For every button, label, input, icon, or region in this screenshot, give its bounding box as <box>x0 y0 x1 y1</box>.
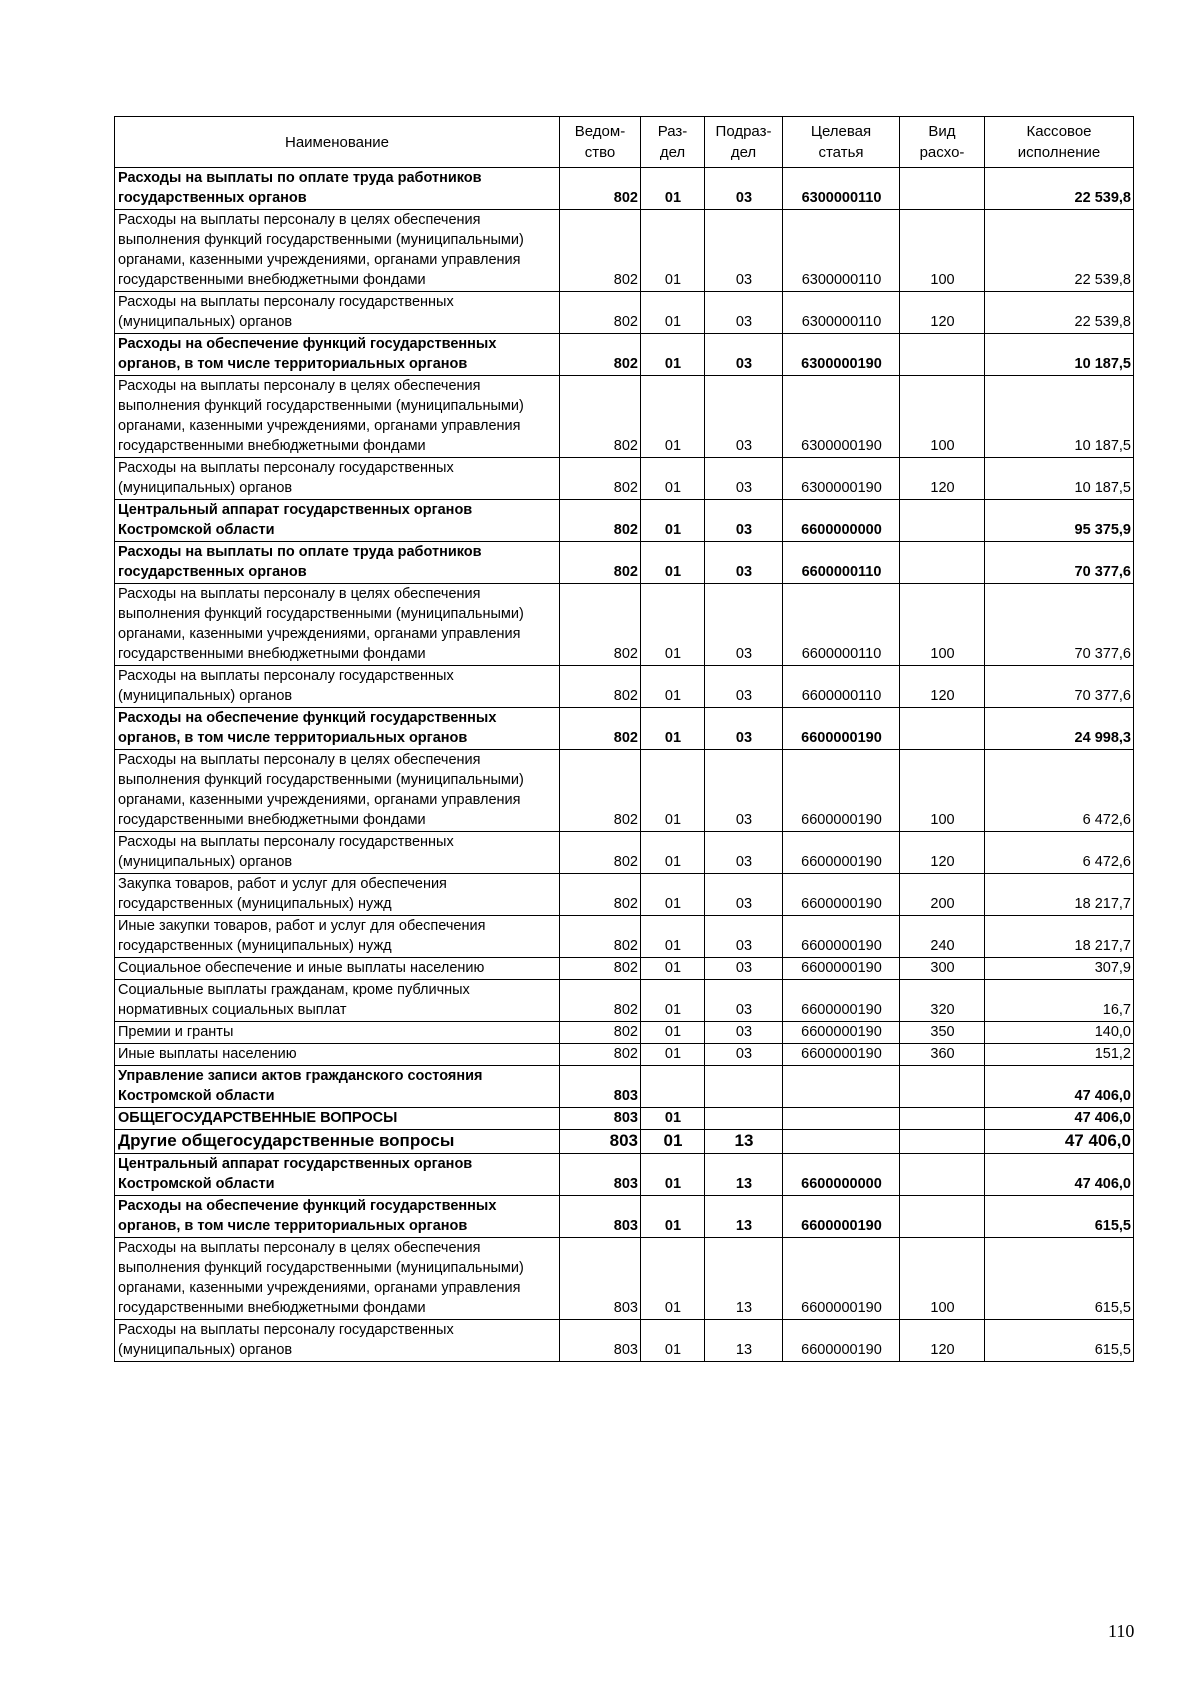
cell-subsection: 03 <box>705 584 783 666</box>
cell-name: Расходы на обеспечение функций государственных органов, в том числе территориальных органов <box>115 708 560 750</box>
table-row <box>115 958 1134 980</box>
cell-dept: 802 <box>560 500 641 542</box>
cell-name: Центральный аппарат государственных органов Костромской области <box>115 500 560 542</box>
header-dept: Ведом- ство <box>560 117 641 168</box>
header-subsection: Подраз- дел <box>705 117 783 168</box>
cell-subsection: 03 <box>705 168 783 210</box>
cell-target: 6600000110 <box>783 666 900 708</box>
cell-subsection: 03 <box>705 750 783 832</box>
cell-kind <box>900 708 985 750</box>
cell-name: Расходы на обеспечение функций государственных органов, в том числе территориальных органов <box>115 1196 560 1238</box>
cell-name: ОБЩЕГОСУДАРСТВЕННЫЕ ВОПРОСЫ <box>115 1108 560 1130</box>
cell-subsection: 03 <box>705 958 783 980</box>
cell-subsection: 03 <box>705 1044 783 1066</box>
table-row <box>115 1066 1134 1108</box>
cell-kind <box>900 1066 985 1108</box>
cell-kind <box>900 1108 985 1130</box>
cell-section: 01 <box>641 458 705 500</box>
cell-target: 6600000190 <box>783 1320 900 1362</box>
cell-kind: 300 <box>900 958 985 980</box>
cell-section <box>641 1066 705 1108</box>
table-row <box>115 1108 1134 1130</box>
table-row <box>115 1196 1134 1238</box>
cell-section: 01 <box>641 1130 705 1154</box>
cell-name: Премии и гранты <box>115 1022 560 1044</box>
cell-amount: 6 472,6 <box>985 832 1134 874</box>
cell-section: 01 <box>641 168 705 210</box>
cell-target: 6600000190 <box>783 980 900 1022</box>
cell-subsection: 13 <box>705 1238 783 1320</box>
table-row <box>115 500 1134 542</box>
cell-target: 6600000000 <box>783 1154 900 1196</box>
cell-amount: 70 377,6 <box>985 666 1134 708</box>
cell-amount: 70 377,6 <box>985 542 1134 584</box>
cell-target: 6600000190 <box>783 708 900 750</box>
cell-section: 01 <box>641 376 705 458</box>
cell-amount: 151,2 <box>985 1044 1134 1066</box>
cell-kind: 120 <box>900 1320 985 1362</box>
table-header-row <box>115 117 1134 168</box>
cell-amount: 24 998,3 <box>985 708 1134 750</box>
cell-target: 6300000190 <box>783 376 900 458</box>
cell-amount: 70 377,6 <box>985 584 1134 666</box>
cell-amount: 22 539,8 <box>985 292 1134 334</box>
table-row <box>115 1154 1134 1196</box>
cell-dept: 802 <box>560 1044 641 1066</box>
cell-subsection: 03 <box>705 666 783 708</box>
cell-subsection: 03 <box>705 376 783 458</box>
table-row <box>115 542 1134 584</box>
table-row <box>115 1130 1134 1154</box>
cell-name: Расходы на выплаты персоналу в целях обеспечения выполнения функций государственными (муниципальными) органами, казенными учреждениями, органами управления государственными внебюджетными фондами <box>115 210 560 292</box>
cell-name: Расходы на выплаты персоналу в целях обеспечения выполнения функций государственными (муниципальными) органами, казенными учреждениями, органами управления государственными внебюджетными фондами <box>115 750 560 832</box>
cell-target: 6600000190 <box>783 832 900 874</box>
cell-kind: 120 <box>900 666 985 708</box>
table-row <box>115 1044 1134 1066</box>
cell-amount: 47 406,0 <box>985 1066 1134 1108</box>
cell-dept: 803 <box>560 1320 641 1362</box>
cell-subsection: 03 <box>705 334 783 376</box>
cell-kind: 120 <box>900 458 985 500</box>
cell-name: Расходы на обеспечение функций государственных органов, в том числе территориальных органов <box>115 334 560 376</box>
cell-amount: 615,5 <box>985 1320 1134 1362</box>
cell-name: Расходы на выплаты персоналу в целях обеспечения выполнения функций государственными (муниципальными) органами, казенными учреждениями, органами управления государственными внебюджетными фондами <box>115 584 560 666</box>
cell-amount: 18 217,7 <box>985 916 1134 958</box>
cell-dept: 802 <box>560 916 641 958</box>
cell-kind: 120 <box>900 292 985 334</box>
cell-subsection: 03 <box>705 874 783 916</box>
cell-section: 01 <box>641 292 705 334</box>
header-kind: Вид расхо- <box>900 117 985 168</box>
cell-name: Расходы на выплаты по оплате труда работников государственных органов <box>115 168 560 210</box>
cell-target <box>783 1066 900 1108</box>
cell-subsection: 13 <box>705 1130 783 1154</box>
cell-subsection: 03 <box>705 458 783 500</box>
cell-target: 6600000190 <box>783 916 900 958</box>
cell-name: Другие общегосударственные вопросы <box>115 1130 560 1154</box>
cell-amount: 95 375,9 <box>985 500 1134 542</box>
table-row <box>115 832 1134 874</box>
table-row <box>115 980 1134 1022</box>
table-body <box>115 168 1134 1362</box>
cell-section: 01 <box>641 874 705 916</box>
cell-kind <box>900 334 985 376</box>
cell-dept: 802 <box>560 584 641 666</box>
cell-subsection: 03 <box>705 708 783 750</box>
cell-dept: 803 <box>560 1238 641 1320</box>
cell-dept: 802 <box>560 458 641 500</box>
table-row <box>115 666 1134 708</box>
cell-dept: 802 <box>560 750 641 832</box>
cell-kind: 350 <box>900 1022 985 1044</box>
cell-section: 01 <box>641 1320 705 1362</box>
cell-name: Центральный аппарат государственных органов Костромской области <box>115 1154 560 1196</box>
cell-amount: 47 406,0 <box>985 1108 1134 1130</box>
table-row <box>115 708 1134 750</box>
cell-target: 6300000110 <box>783 168 900 210</box>
budget-execution-table <box>114 116 1134 1362</box>
cell-kind: 100 <box>900 750 985 832</box>
table-row <box>115 376 1134 458</box>
header-section: Раз- дел <box>641 117 705 168</box>
cell-target: 6600000190 <box>783 1022 900 1044</box>
cell-name: Расходы на выплаты персоналу государственных (муниципальных) органов <box>115 292 560 334</box>
header-name: Наименование <box>115 117 560 168</box>
table-row <box>115 1238 1134 1320</box>
page-number: 110 <box>1108 1621 1135 1641</box>
cell-name: Иные закупки товаров, работ и услуг для обеспечения государственных (муниципальных) нужд <box>115 916 560 958</box>
cell-amount: 6 472,6 <box>985 750 1134 832</box>
table-row <box>115 168 1134 210</box>
table-row <box>115 458 1134 500</box>
cell-kind: 100 <box>900 376 985 458</box>
cell-dept: 803 <box>560 1066 641 1108</box>
cell-dept: 802 <box>560 168 641 210</box>
cell-amount: 615,5 <box>985 1196 1134 1238</box>
cell-subsection <box>705 1108 783 1130</box>
table-row <box>115 1320 1134 1362</box>
cell-dept: 802 <box>560 542 641 584</box>
cell-target: 6300000190 <box>783 334 900 376</box>
cell-kind: 120 <box>900 832 985 874</box>
table-row <box>115 874 1134 916</box>
cell-dept: 802 <box>560 874 641 916</box>
cell-subsection: 13 <box>705 1196 783 1238</box>
cell-target: 6300000190 <box>783 458 900 500</box>
cell-kind: 100 <box>900 584 985 666</box>
cell-kind <box>900 1154 985 1196</box>
table-row <box>115 750 1134 832</box>
cell-dept: 802 <box>560 666 641 708</box>
cell-kind: 200 <box>900 874 985 916</box>
cell-subsection: 03 <box>705 916 783 958</box>
cell-kind <box>900 1196 985 1238</box>
cell-target: 6300000110 <box>783 292 900 334</box>
cell-kind: 320 <box>900 980 985 1022</box>
cell-name: Расходы на выплаты персоналу государственных (муниципальных) органов <box>115 458 560 500</box>
cell-section: 01 <box>641 542 705 584</box>
cell-target: 6600000110 <box>783 542 900 584</box>
header-amount: Кассовое исполнение <box>985 117 1134 168</box>
cell-dept: 802 <box>560 292 641 334</box>
cell-target: 6600000190 <box>783 750 900 832</box>
cell-name: Расходы на выплаты персоналу в целях обеспечения выполнения функций государственными (муниципальными) органами, казенными учреждениями, органами управления государственными внебюджетными фондами <box>115 376 560 458</box>
cell-name: Расходы на выплаты по оплате труда работников государственных органов <box>115 542 560 584</box>
header-target: Целевая статья <box>783 117 900 168</box>
cell-target: 6600000000 <box>783 500 900 542</box>
cell-dept: 802 <box>560 958 641 980</box>
cell-name: Закупка товаров, работ и услуг для обеспечения государственных (муниципальных) нужд <box>115 874 560 916</box>
cell-dept: 803 <box>560 1196 641 1238</box>
cell-target: 6600000190 <box>783 958 900 980</box>
table-row <box>115 210 1134 292</box>
cell-subsection: 03 <box>705 500 783 542</box>
cell-amount: 10 187,5 <box>985 334 1134 376</box>
cell-subsection: 03 <box>705 292 783 334</box>
table-row <box>115 292 1134 334</box>
cell-subsection: 03 <box>705 210 783 292</box>
cell-amount: 307,9 <box>985 958 1134 980</box>
cell-section: 01 <box>641 500 705 542</box>
cell-subsection <box>705 1066 783 1108</box>
cell-section: 01 <box>641 1154 705 1196</box>
cell-kind <box>900 542 985 584</box>
table-row <box>115 916 1134 958</box>
cell-subsection: 03 <box>705 980 783 1022</box>
cell-kind <box>900 500 985 542</box>
cell-target: 6300000110 <box>783 210 900 292</box>
cell-target: 6600000190 <box>783 874 900 916</box>
cell-dept: 802 <box>560 708 641 750</box>
cell-section: 01 <box>641 1044 705 1066</box>
cell-amount: 10 187,5 <box>985 376 1134 458</box>
cell-dept: 803 <box>560 1108 641 1130</box>
cell-section: 01 <box>641 584 705 666</box>
cell-name: Расходы на выплаты персоналу государственных (муниципальных) органов <box>115 832 560 874</box>
cell-section: 01 <box>641 1108 705 1130</box>
cell-dept: 802 <box>560 210 641 292</box>
cell-section: 01 <box>641 832 705 874</box>
cell-amount: 10 187,5 <box>985 458 1134 500</box>
cell-dept: 802 <box>560 832 641 874</box>
cell-subsection: 03 <box>705 1022 783 1044</box>
cell-amount: 140,0 <box>985 1022 1134 1044</box>
cell-amount: 615,5 <box>985 1238 1134 1320</box>
cell-kind: 360 <box>900 1044 985 1066</box>
cell-target: 6600000190 <box>783 1044 900 1066</box>
cell-dept: 802 <box>560 376 641 458</box>
cell-section: 01 <box>641 1238 705 1320</box>
cell-dept: 802 <box>560 334 641 376</box>
cell-name: Расходы на выплаты персоналу в целях обеспечения выполнения функций государственными (муниципальными) органами, казенными учреждениями, органами управления государственными внебюджетными фондами <box>115 1238 560 1320</box>
cell-subsection: 03 <box>705 832 783 874</box>
cell-target <box>783 1108 900 1130</box>
cell-subsection: 03 <box>705 542 783 584</box>
cell-section: 01 <box>641 980 705 1022</box>
cell-section: 01 <box>641 334 705 376</box>
cell-target: 6600000190 <box>783 1196 900 1238</box>
cell-subsection: 13 <box>705 1320 783 1362</box>
cell-kind: 240 <box>900 916 985 958</box>
cell-kind: 100 <box>900 1238 985 1320</box>
cell-amount: 16,7 <box>985 980 1134 1022</box>
cell-amount: 22 539,8 <box>985 210 1134 292</box>
cell-dept: 802 <box>560 980 641 1022</box>
cell-subsection: 13 <box>705 1154 783 1196</box>
cell-section: 01 <box>641 666 705 708</box>
cell-name: Социальное обеспечение и иные выплаты населению <box>115 958 560 980</box>
cell-target <box>783 1130 900 1154</box>
cell-kind <box>900 1130 985 1154</box>
cell-section: 01 <box>641 210 705 292</box>
table-row <box>115 584 1134 666</box>
cell-dept: 803 <box>560 1130 641 1154</box>
cell-kind: 100 <box>900 210 985 292</box>
cell-section: 01 <box>641 708 705 750</box>
cell-section: 01 <box>641 1196 705 1238</box>
cell-section: 01 <box>641 916 705 958</box>
cell-amount: 22 539,8 <box>985 168 1134 210</box>
cell-section: 01 <box>641 958 705 980</box>
cell-amount: 47 406,0 <box>985 1130 1134 1154</box>
cell-amount: 47 406,0 <box>985 1154 1134 1196</box>
cell-amount: 18 217,7 <box>985 874 1134 916</box>
cell-target: 6600000190 <box>783 1238 900 1320</box>
cell-name: Социальные выплаты гражданам, кроме публичных нормативных социальных выплат <box>115 980 560 1022</box>
cell-name: Управление записи актов гражданского состояния Костромской области <box>115 1066 560 1108</box>
table-row <box>115 1022 1134 1044</box>
cell-dept: 802 <box>560 1022 641 1044</box>
cell-section: 01 <box>641 750 705 832</box>
cell-name: Расходы на выплаты персоналу государственных (муниципальных) органов <box>115 1320 560 1362</box>
cell-name: Расходы на выплаты персоналу государственных (муниципальных) органов <box>115 666 560 708</box>
cell-target: 6600000110 <box>783 584 900 666</box>
cell-kind <box>900 168 985 210</box>
cell-name: Иные выплаты населению <box>115 1044 560 1066</box>
cell-section: 01 <box>641 1022 705 1044</box>
cell-dept: 803 <box>560 1154 641 1196</box>
table-row <box>115 334 1134 376</box>
